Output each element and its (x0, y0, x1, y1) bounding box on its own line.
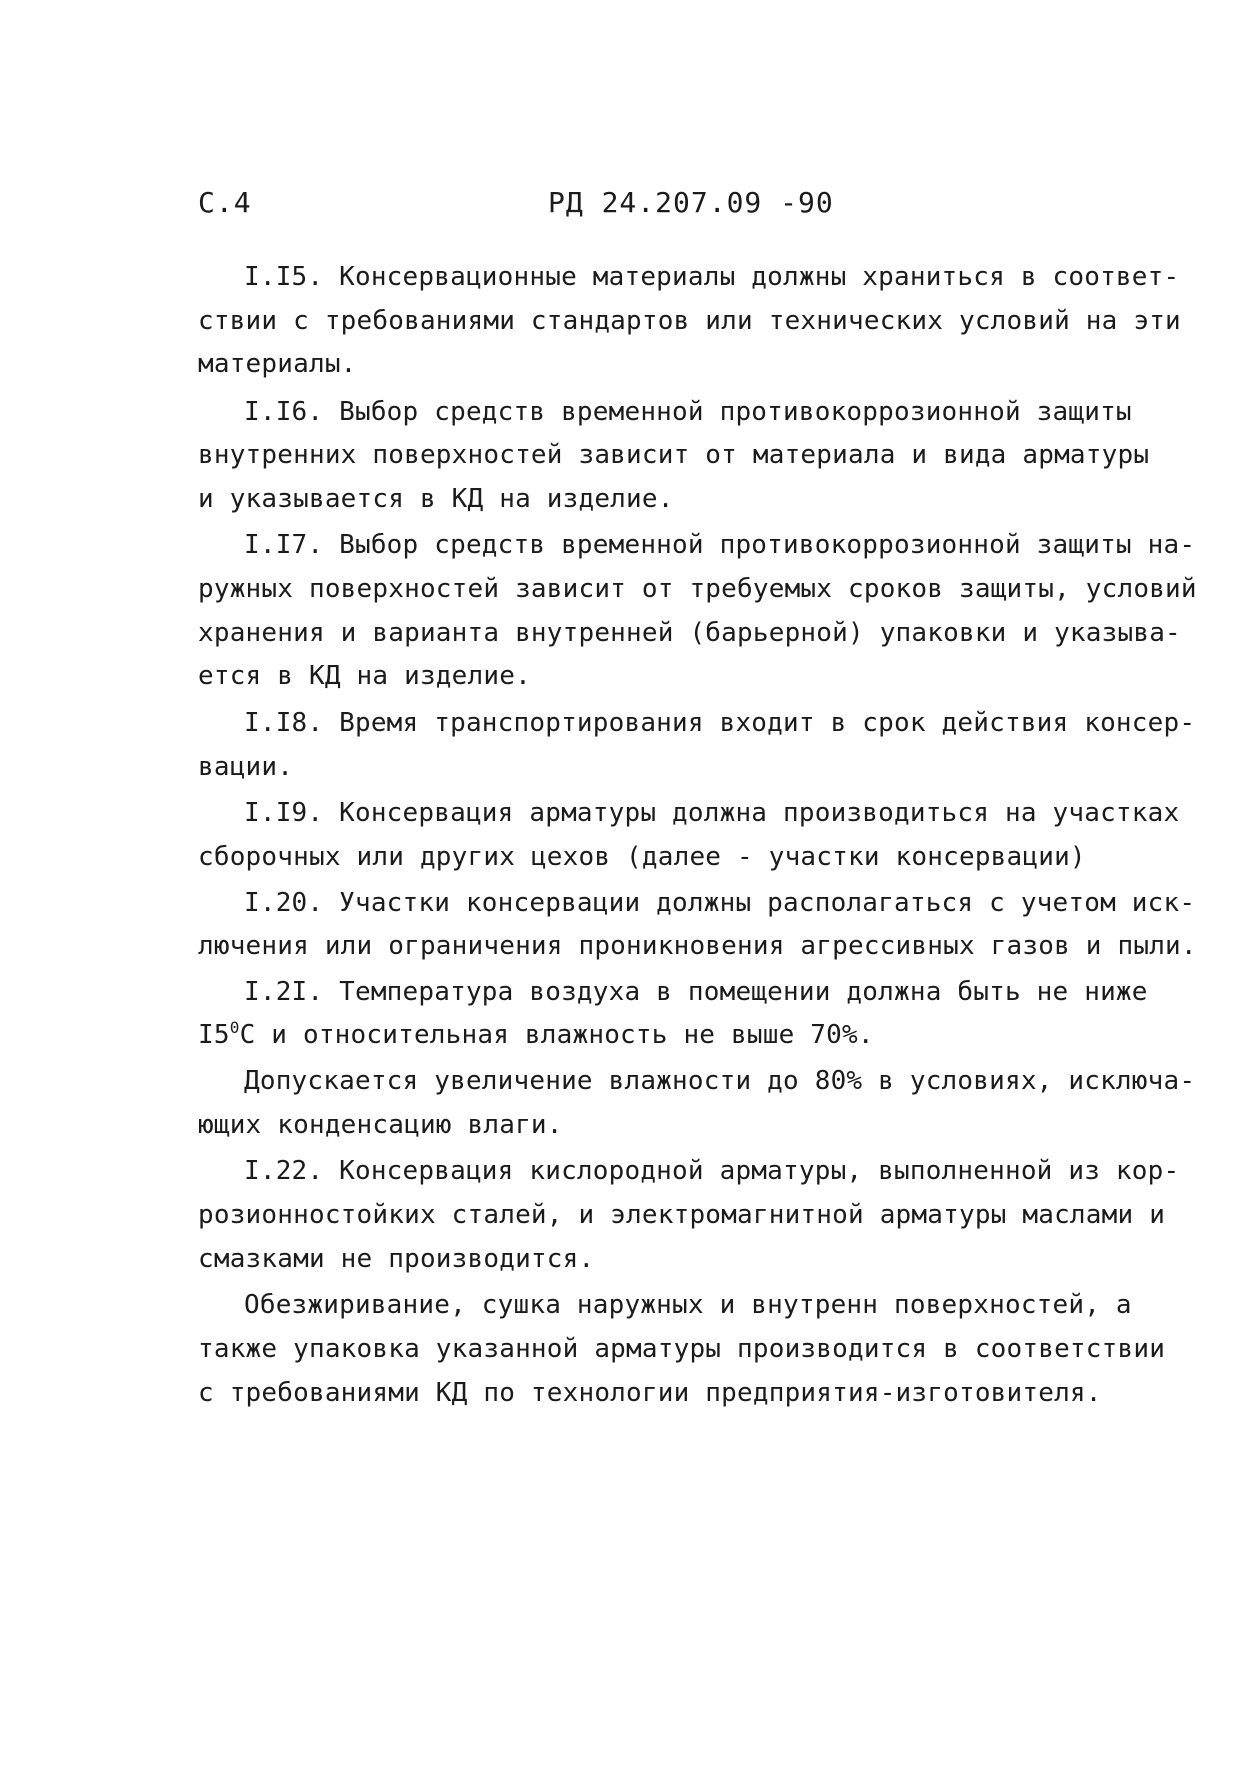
text-line: I.I8. Время транспортирования входит в срок действия консер- (244, 708, 1196, 738)
text-line: I.I5. Консервационные материалы должны храниться в соответ- (244, 262, 1180, 292)
document-code: РД 24.207.09 -90 (548, 186, 834, 219)
text-line: материалы. (198, 349, 357, 379)
text-line: I.20. Участки консервации должны располагаться с учетом иск- (244, 888, 1196, 918)
temp-value: I5 (198, 1020, 230, 1050)
text-line: ружных поверхностей зависит от требуемых сроков защиты, условий (198, 574, 1197, 604)
text-line: ющих конденсацию влаги. (198, 1110, 563, 1140)
temperature-line (198, 1020, 874, 1050)
page-number: С.4 (198, 186, 252, 219)
text-line: внутренних поверхностей зависит от материала и вида арматуры (198, 440, 1150, 470)
text-line: ется в КД на изделие. (198, 661, 531, 691)
text-line: сборочных или других цехов (далее - участки консервации) (198, 842, 1086, 872)
text-line: I.I7. Выбор средств временной противокоррозионной защиты на- (244, 530, 1196, 560)
text-line: лючения или ограничения проникновения агрессивных газов и пыли. (198, 931, 1197, 961)
text-line: I.2I. Температура воздуха в помещении должна быть не ниже (244, 977, 1148, 1007)
text-line: I.I9. Консервация арматуры должна производиться на участках (244, 798, 1180, 828)
text-line: и указывается в КД на изделие. (198, 484, 674, 514)
degree-mark: 0 (229, 1018, 240, 1037)
text-line: вации. (198, 752, 294, 782)
temp-rest: С и относительная влажность не выше 70%. (239, 1020, 874, 1050)
text-line: розионностойких сталей, и электромагнитной арматуры маслами и (198, 1200, 1166, 1230)
text-line: хранения и варианта внутренней (барьерной) упаковки и указыва- (198, 618, 1181, 648)
text-line: ствии с требованиями стандартов или технических условий на эти (198, 306, 1181, 336)
text-line: смазками не производится. (198, 1244, 595, 1274)
text-line: также упаковка указанной арматуры производится в соответствии (198, 1334, 1166, 1364)
text-line: Допускается увеличение влажности до 80% в условиях, исключа- (244, 1066, 1196, 1096)
text-line: с требованиями КД по технологии предприятия-изготовителя. (198, 1378, 1102, 1408)
text-line: I.I6. Выбор средств временной противокоррозионной защиты (244, 397, 1132, 427)
text-line: Обезжиривание, сушка наружных и внутренн поверхностей, а (244, 1290, 1132, 1320)
text-line: I.22. Консервация кислородной арматуры, выполненной из кор- (244, 1156, 1180, 1186)
